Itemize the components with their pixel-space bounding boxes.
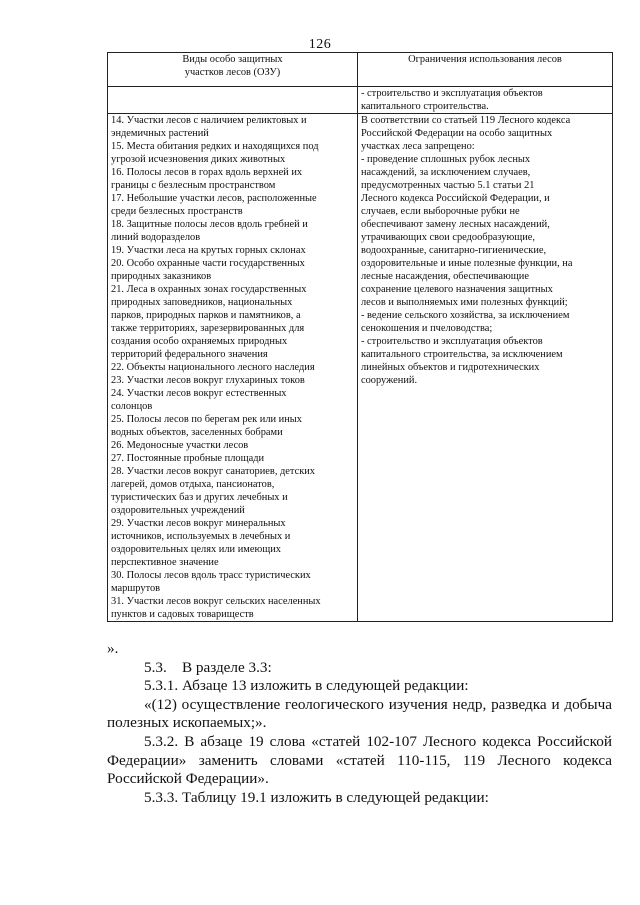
table-row-main <box>108 114 613 622</box>
page-number: 126 <box>308 37 332 52</box>
section-5-3-1: 5.3.1. Абзаце 13 изложить в следующей редакции: <box>144 677 469 695</box>
restriction-continuation-line: - строительство и эксплуатация объектов <box>361 88 543 99</box>
restriction-line: предусмотренных частью 5.1 статьи 21 <box>361 180 535 191</box>
ozu-list-line: 24. Участки лесов вокруг естественных <box>111 388 287 399</box>
ozu-list-line: линий водоразделов <box>111 232 201 243</box>
ozu-list-line: парков, природных парков и памятников, а <box>111 310 301 321</box>
ozu-list-line: 22. Объекты национального лесного наследия <box>111 362 315 373</box>
empty-cell <box>108 87 358 114</box>
ozu-list-line: природных заповедников, национальных <box>111 297 293 308</box>
restriction-line: Российской Федерации на особо защитных <box>361 128 553 139</box>
ozu-list-line: 19. Участки леса на крутых горных склонах <box>111 245 306 256</box>
ozu-list-line: 26. Медоносные участки лесов <box>111 440 249 451</box>
restriction-continuation-line: капитального строительства. <box>361 101 489 112</box>
restriction-line: утрачивающих свои средообразующие, <box>361 232 536 243</box>
ozu-list-line: 29. Участки лесов вокруг минеральных <box>111 518 286 529</box>
restriction-line: участках леса запрещено: <box>361 141 475 152</box>
ozu-list-line: 25. Полосы лесов по берегам рек или иных <box>111 414 302 425</box>
restriction-line: В соответствии со статьей 119 Лесного кодекса <box>361 115 571 126</box>
ozu-list-line: источников, используемых в лечебных и <box>111 531 291 542</box>
restriction-line: случаев, если выборочные рубки не <box>361 206 520 217</box>
restriction-line: обеспечивают замену лесных насаждений, <box>361 219 550 230</box>
ozu-list-line: среди безлесных пространств <box>111 206 243 217</box>
ozu-list-line: 27. Постоянные пробные площади <box>111 453 265 464</box>
header-ozu-line-2: участков лесов (ОЗУ) <box>184 67 281 78</box>
table-row-continuation <box>108 87 613 114</box>
header-restrictions: Ограничения использования лесов <box>358 53 613 87</box>
ozu-list-line: пунктов и садовых товариществ <box>111 609 254 620</box>
ozu-list-line: 20. Особо охранные части государственных <box>111 258 305 269</box>
ozu-list-line: 21. Леса в охранных зонах государственных <box>111 284 307 295</box>
restriction-line: капитального строительства, за исключением <box>361 349 563 360</box>
ozu-list-line: 15. Места обитания редких и находящихся под <box>111 141 319 152</box>
ozu-list-line: угрозой исчезновения диких животных <box>111 154 286 165</box>
section-5-3-2: 5.3.2. В абзаце 19 слова «статей 102-107 Лесного кодекса Российской Федерации» заменить словами «статей 110-115, 119 Лесного кодекса Российской Федерации». <box>107 732 612 788</box>
restriction-line: сенокошения и пчеловодства; <box>361 323 493 334</box>
ozu-list-line: 28. Участки лесов вокруг санаториев, детских <box>111 466 316 477</box>
header-ozu-types <box>108 53 358 87</box>
ozu-list-line: территорий федерального значения <box>111 349 268 360</box>
section-5-3-1-quote: «(12) осуществление геологического изучения недр, разведка и добыча полезных ископаемых;». <box>107 695 612 732</box>
ozu-list-line: создания особо охраняемых природных <box>111 336 288 347</box>
ozu-list-line: маршрутов <box>111 583 161 594</box>
restriction-line: - строительство и эксплуатация объектов <box>361 336 543 347</box>
restriction-line: лесные насаждения, обеспечивающие <box>361 271 529 282</box>
restriction-line: водоохранные, санитарно-гигиенические, <box>361 245 547 256</box>
ozu-list-line: эндемичных растений <box>111 128 209 139</box>
restrictions-cell <box>358 114 613 622</box>
ozu-list-line: 17. Небольшие участки лесов, расположенные <box>111 193 317 204</box>
body-text <box>107 640 612 807</box>
ozu-list-line: также территориях, зарезервированных для <box>111 323 305 334</box>
table-header-row <box>108 53 613 87</box>
ozu-list-line: туристических баз и других лечебных и <box>111 492 288 503</box>
restriction-line: сооружений. <box>361 375 418 386</box>
ozu-list-line: солонцов <box>111 401 153 412</box>
ozu-list-line: 16. Полосы лесов в горах вдоль верхней их <box>111 167 303 178</box>
section-5-3-3: 5.3.3. Таблицу 19.1 изложить в следующей редакции: <box>144 788 489 806</box>
ozu-restrictions-table <box>107 52 613 622</box>
ozu-list-line: оздоровительных учреждений <box>111 505 245 516</box>
restriction-line: - проведение сплошных рубок лесных <box>361 154 531 165</box>
ozu-list-cell <box>108 114 358 622</box>
restriction-line: линейных объектов и гидротехнических <box>361 362 540 373</box>
ozu-list-line: 14. Участки лесов с наличием реликтовых и <box>111 115 307 126</box>
ozu-list-line: 23. Участки лесов вокруг глухариных токов <box>111 375 305 386</box>
ozu-list-line: природных заказников <box>111 271 212 282</box>
restriction-line: насаждений, за исключением случаев, <box>361 167 531 178</box>
restriction-line: сохранение целевого назначения защитных <box>361 284 553 295</box>
ozu-list-line: 31. Участки лесов вокруг сельских населенных <box>111 596 321 607</box>
restriction-line: - ведение сельского хозяйства, за исключением <box>361 310 570 321</box>
restriction-continuation-cell <box>358 87 613 114</box>
section-5-3: 5.3. В разделе 3.3: <box>144 658 272 676</box>
ozu-list-line: 18. Защитные полосы лесов вдоль гребней и <box>111 219 308 230</box>
ozu-list-line: водных объектов, заселенных бобрами <box>111 427 283 438</box>
restriction-line: Лесного кодекса Российской Федерации, и <box>361 193 550 204</box>
ozu-list-line: границы с безлесным пространством <box>111 180 276 191</box>
ozu-list-line: лагерей, домов отдыха, пансионатов, <box>111 479 275 490</box>
table-closing-quote: ». <box>107 640 119 657</box>
header-ozu-line-1: Виды особо защитных <box>182 54 283 65</box>
restriction-line: лесов и выполняемых ими полезных функций; <box>361 297 568 308</box>
ozu-list-line: оздоровительных целях или имеющих <box>111 544 281 555</box>
ozu-list-line: 30. Полосы лесов вдоль трасс туристических <box>111 570 311 581</box>
ozu-list-line: перспективное значение <box>111 557 219 568</box>
restriction-line: оздоровительные и иные полезные функции, на <box>361 258 573 269</box>
